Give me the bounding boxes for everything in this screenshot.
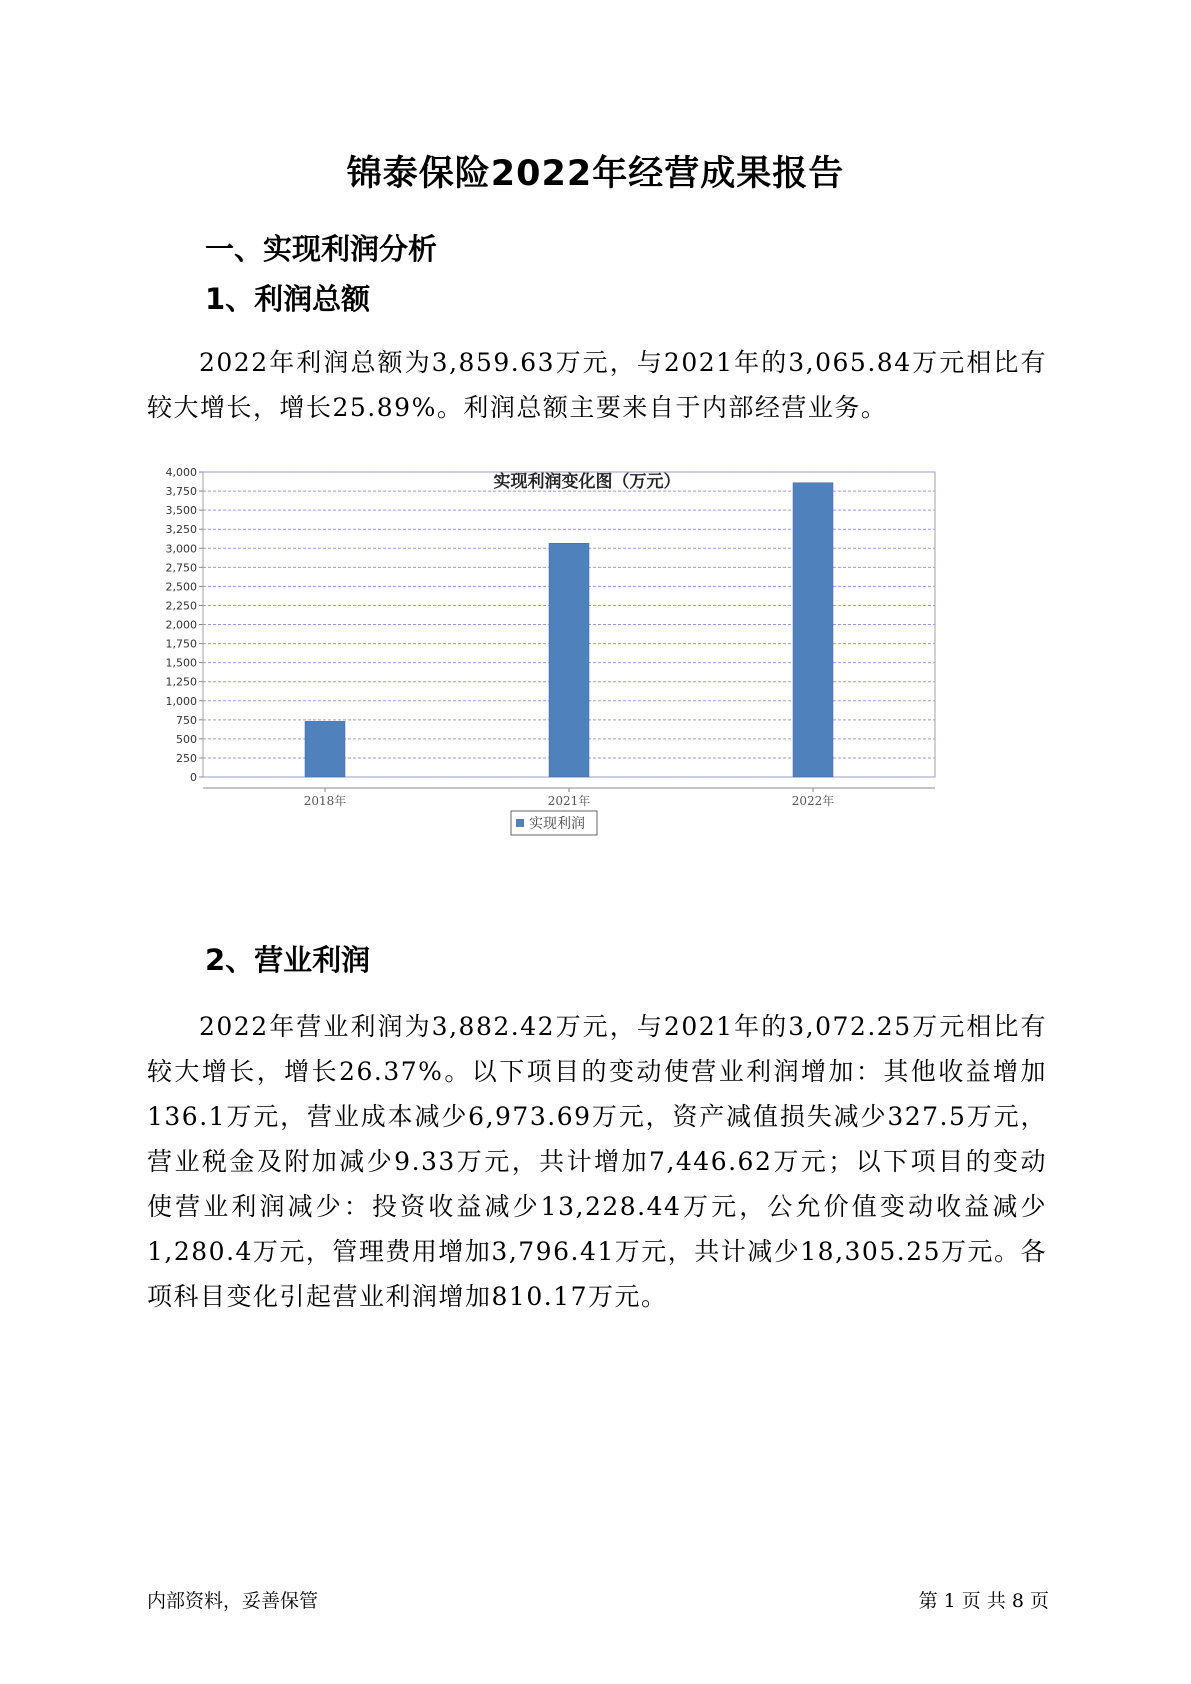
y-tick-label: 1,750	[165, 637, 197, 651]
y-tick-label: 3,000	[165, 542, 197, 556]
y-axis	[166, 466, 204, 784]
section-heading-profit-analysis: 一、实现利润分析	[205, 232, 438, 266]
bar	[549, 543, 589, 777]
y-tick-label: 250	[176, 751, 197, 765]
x-tick-label: 2018年	[303, 794, 347, 808]
profit-bar-chart	[150, 455, 1030, 905]
bar-series	[305, 483, 833, 777]
y-tick-label: 500	[176, 732, 197, 746]
y-tick-label: 2,250	[165, 599, 197, 613]
legend-swatch	[516, 819, 524, 827]
y-tick-label: 4,000	[165, 466, 197, 479]
y-tick-label: 1,250	[165, 675, 197, 689]
paragraph-total-profit: 2022年利润总额为3,859.63万元，与2021年的3,065.84万元相比有较大增长，增长25.89%。利润总额主要来自于内部经营业务。	[147, 348, 1047, 422]
bar	[793, 483, 833, 777]
y-tick-label: 3,500	[165, 504, 197, 518]
subheading-operating-profit: 2、营业利润	[205, 943, 371, 977]
y-tick-label: 750	[176, 713, 197, 727]
y-tick-label: 2,750	[165, 561, 197, 575]
bar	[305, 721, 345, 777]
footer-confidential-note: 内部资料，妥善保管	[147, 1590, 319, 1612]
y-tick-label: 3,250	[165, 523, 197, 537]
x-tick-label: 2022年	[791, 794, 835, 808]
x-axis	[203, 788, 935, 808]
y-tick-label: 3,750	[165, 485, 197, 499]
y-tick-label: 2,000	[165, 618, 197, 632]
paragraph-operating-profit: 2022年营业利润为3,882.42万元，与2021年的3,072.25万元相比有较大增长，增长26.37%。以下项目的变动使营业利润增加：其他收益增加136.1万元，营业成本减少6,973.69万元，资产减值损失减少327.5万元，营业税金及附加减少9.33万元，共计增加7,446.62万元；以下项目的变动使营业利润减少：投资收益减少13,228.44万元，公允价值变动收益减少1,280.4万元，管理费用增加3,796.41万元，共计减少18,305.25万元。各项科目变化引起营业利润增加810.17万元。	[147, 1012, 1047, 1311]
chart-legend	[511, 811, 597, 835]
y-tick-label: 2,500	[165, 580, 197, 594]
chart-svg	[150, 455, 1030, 905]
chart-title: 实现利润变化图（万元）	[493, 472, 681, 492]
x-tick-label: 2021年	[547, 794, 591, 808]
footer-page-number: 第 1 页 共 8 页	[918, 1590, 1049, 1612]
report-title: 锦泰保险2022年经营成果报告	[346, 154, 845, 194]
y-tick-label: 1,500	[165, 656, 197, 670]
y-tick-label: 1,000	[165, 694, 197, 708]
y-tick-label: 0	[190, 771, 197, 784]
subheading-total-profit: 1、利润总额	[205, 282, 371, 316]
legend-label: 实现利润	[529, 816, 585, 832]
